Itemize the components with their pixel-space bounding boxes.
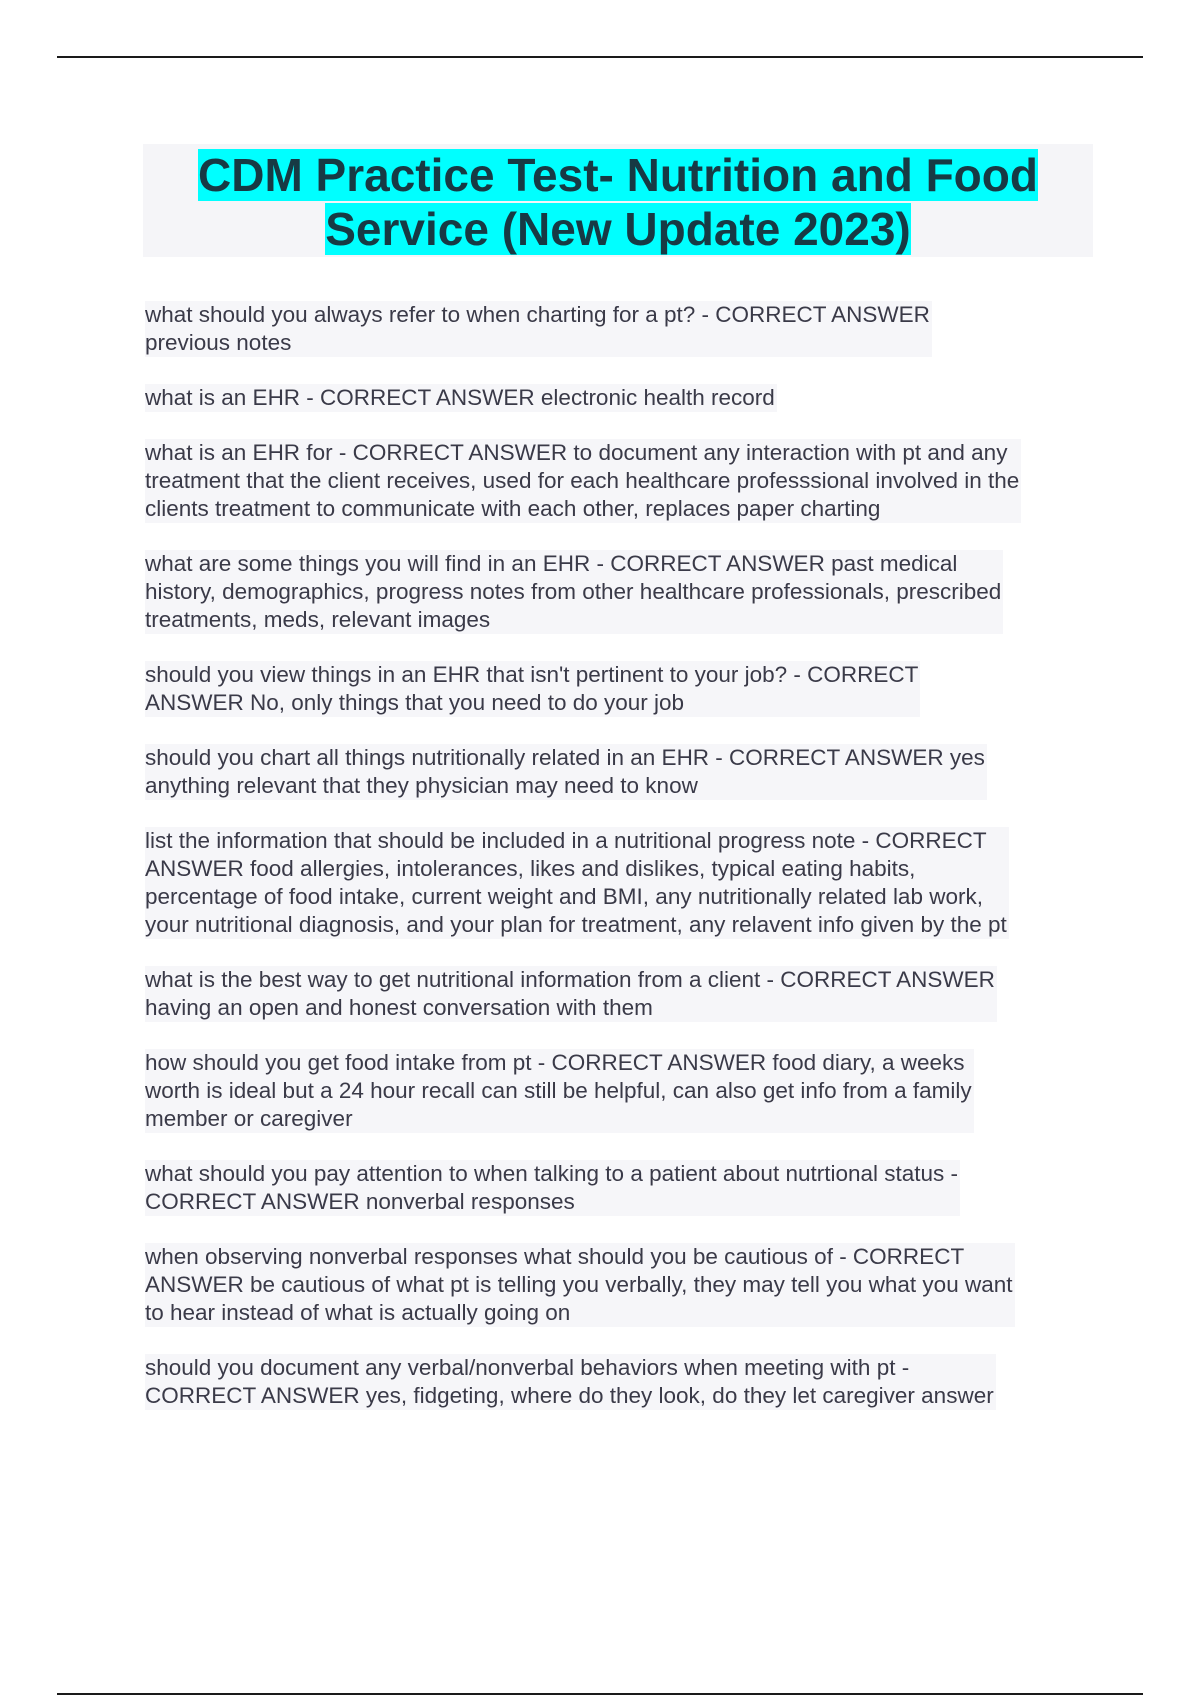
qa-item: what should you pay attention to when talking to a patient about nutrtional status - CORRECT ANSWER nonverbal responses <box>145 1161 959 1214</box>
qa-item: when observing nonverbal responses what should you be cautious of - CORRECT ANSWER be cautious of what pt is telling you verbally, they may tell you what you want to hear instead of what is actually going on <box>145 1244 1013 1325</box>
qa-item: list the information that should be included in a nutritional progress note - CORRECT ANSWER food allergies, intolerances, likes and dislikes, typical eating habits, percentage of food intake, current weight and BMI, any nutritionally related lab work, your nutritional diagnosis, and your plan for treatment, any relavent info given by the pt <box>145 828 1007 937</box>
title-line-1: CDM Practice Test- Nutrition and Food <box>198 149 1038 201</box>
document-title <box>143 144 1093 256</box>
qa-item: what is an EHR - CORRECT ANSWER electronic health record <box>145 385 775 410</box>
title-line-2: Service (New Update 2023) <box>325 203 911 255</box>
qa-list <box>145 301 1095 1437</box>
title-block <box>143 144 1093 257</box>
qa-item: what is the best way to get nutritional information from a client - CORRECT ANSWER having an open and honest conversation with them <box>145 967 995 1020</box>
qa-item: what are some things you will find in an EHR - CORRECT ANSWER past medical history, demographics, progress notes from other healthcare professionals, prescribed treatments, meds, relevant images <box>145 551 1002 632</box>
qa-item: how should you get food intake from pt - CORRECT ANSWER food diary, a weeks worth is ideal but a 24 hour recall can still be helpful, can also get info from a family member or caregiver <box>145 1050 972 1131</box>
qa-item: what should you always refer to when charting for a pt? - CORRECT ANSWER previous notes <box>145 302 930 355</box>
bottom-rule <box>57 1693 1143 1695</box>
qa-item: should you chart all things nutritionally related in an EHR - CORRECT ANSWER yes anything relevant that they physician may need to know <box>145 745 985 798</box>
qa-item: should you document any verbal/nonverbal behaviors when meeting with pt - CORRECT ANSWER yes, fidgeting, where do they look, do they let caregiver answer <box>145 1355 994 1408</box>
top-rule <box>57 56 1143 58</box>
qa-item: should you view things in an EHR that isn't pertinent to your job? - CORRECT ANSWER No, only things that you need to do your job <box>145 662 919 715</box>
qa-item: what is an EHR for - CORRECT ANSWER to document any interaction with pt and any treatment that the client receives, used for each healthcare professsional involved in the clients treatment to communicate with each other, replaces paper charting <box>145 440 1020 521</box>
